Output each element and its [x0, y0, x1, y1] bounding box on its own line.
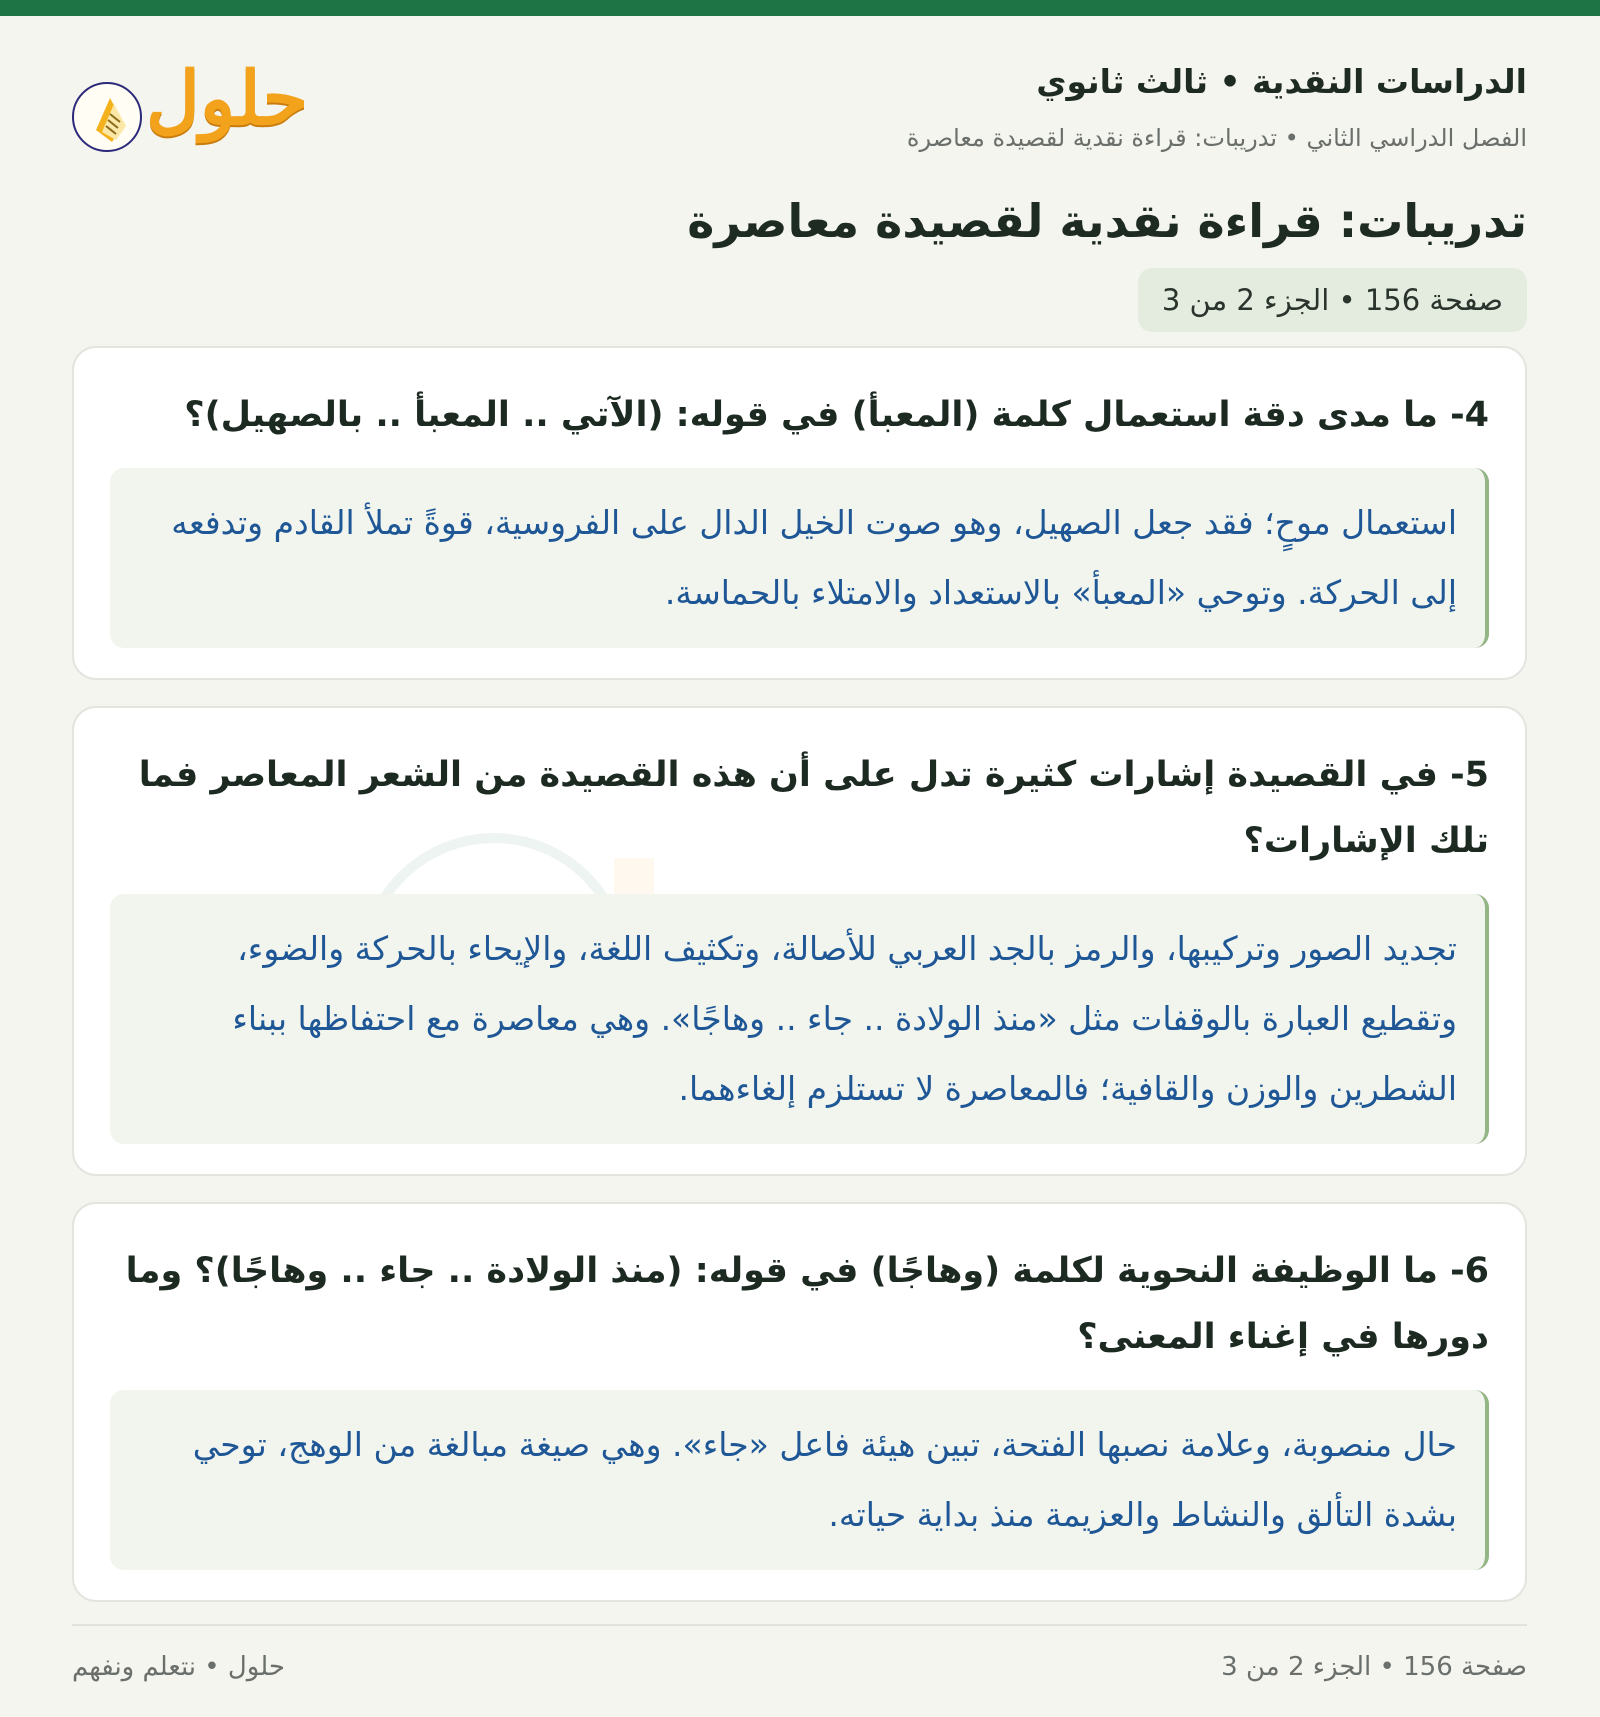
page-header — [72, 16, 1527, 346]
answer-box: تجديد الصور وتركيبها، والرمز بالجد العربي للأصالة، وتكثيف اللغة، والإيحاء بالحركة والضوء، وتقطيع العبارة بالوقفات مثل «منذ الولادة .. جاء .. وهاجًا». وهي معاصرة مع احتفاظها ببناء الشطرين والوزن والقافية؛ فالمعاصرة لا تستلزم إلغاءهما. — [110, 894, 1489, 1144]
question-text: 4- ما مدى دقة استعمال كلمة (المعبأ) في قوله: (الآتي .. المعبأ .. بالصهيل)؟ — [184, 395, 1489, 435]
question-card — [72, 346, 1527, 680]
logo-wordmark: حلول — [146, 56, 309, 142]
answer-box: حال منصوبة، وعلامة نصبها الفتحة، تبين هيئة فاعل «جاء». وهي صيغة مبالغة من الوهج، توحي بشدة التألق والنشاط والعزيمة منذ بداية حياته. — [110, 1390, 1489, 1570]
answer-box: استعمال موحٍ؛ فقد جعل الصهيل، وهو صوت الخيل الدال على الفروسية، قوةً تملأ القادم وتدفعه إلى الحركة. وتوحي «المعبأ» بالاستعداد والامتلاء بالحماسة. — [110, 468, 1489, 648]
footer-brand: حلول • نتعلم ونفهم — [72, 1652, 285, 1682]
hulul-logo — [72, 56, 309, 170]
question-text: 6- ما الوظيفة النحوية لكلمة (وهاجًا) في قوله: (منذ الولادة .. جاء .. وهاجًا)؟ وما دورها في إغناء المعنى؟ — [125, 1251, 1489, 1357]
question-card — [72, 706, 1527, 1176]
top-accent-bar — [0, 0, 1600, 16]
page-footer — [72, 1624, 1527, 1682]
page-badge: صفحة 156 • الجزء 2 من 3 — [1138, 268, 1527, 332]
breadcrumb: الفصل الدراسي الثاني • تدريبات: قراءة نقدية لقصيدة معاصرة — [906, 124, 1527, 152]
page — [72, 16, 1527, 1717]
notebook-icon — [72, 82, 142, 152]
subject-title: الدراسات النقدية • ثالث ثانوي — [1036, 62, 1527, 101]
questions-list — [72, 346, 1527, 1602]
question-card — [72, 1202, 1527, 1602]
page-title: تدريبات: قراءة نقدية لقصيدة معاصرة — [687, 194, 1527, 248]
footer-page-info: صفحة 156 • الجزء 2 من 3 — [1221, 1652, 1527, 1682]
question-text: 5- في القصيدة إشارات كثيرة تدل على أن هذه القصيدة من الشعر المعاصر فما تلك الإشارات؟ — [138, 755, 1489, 861]
